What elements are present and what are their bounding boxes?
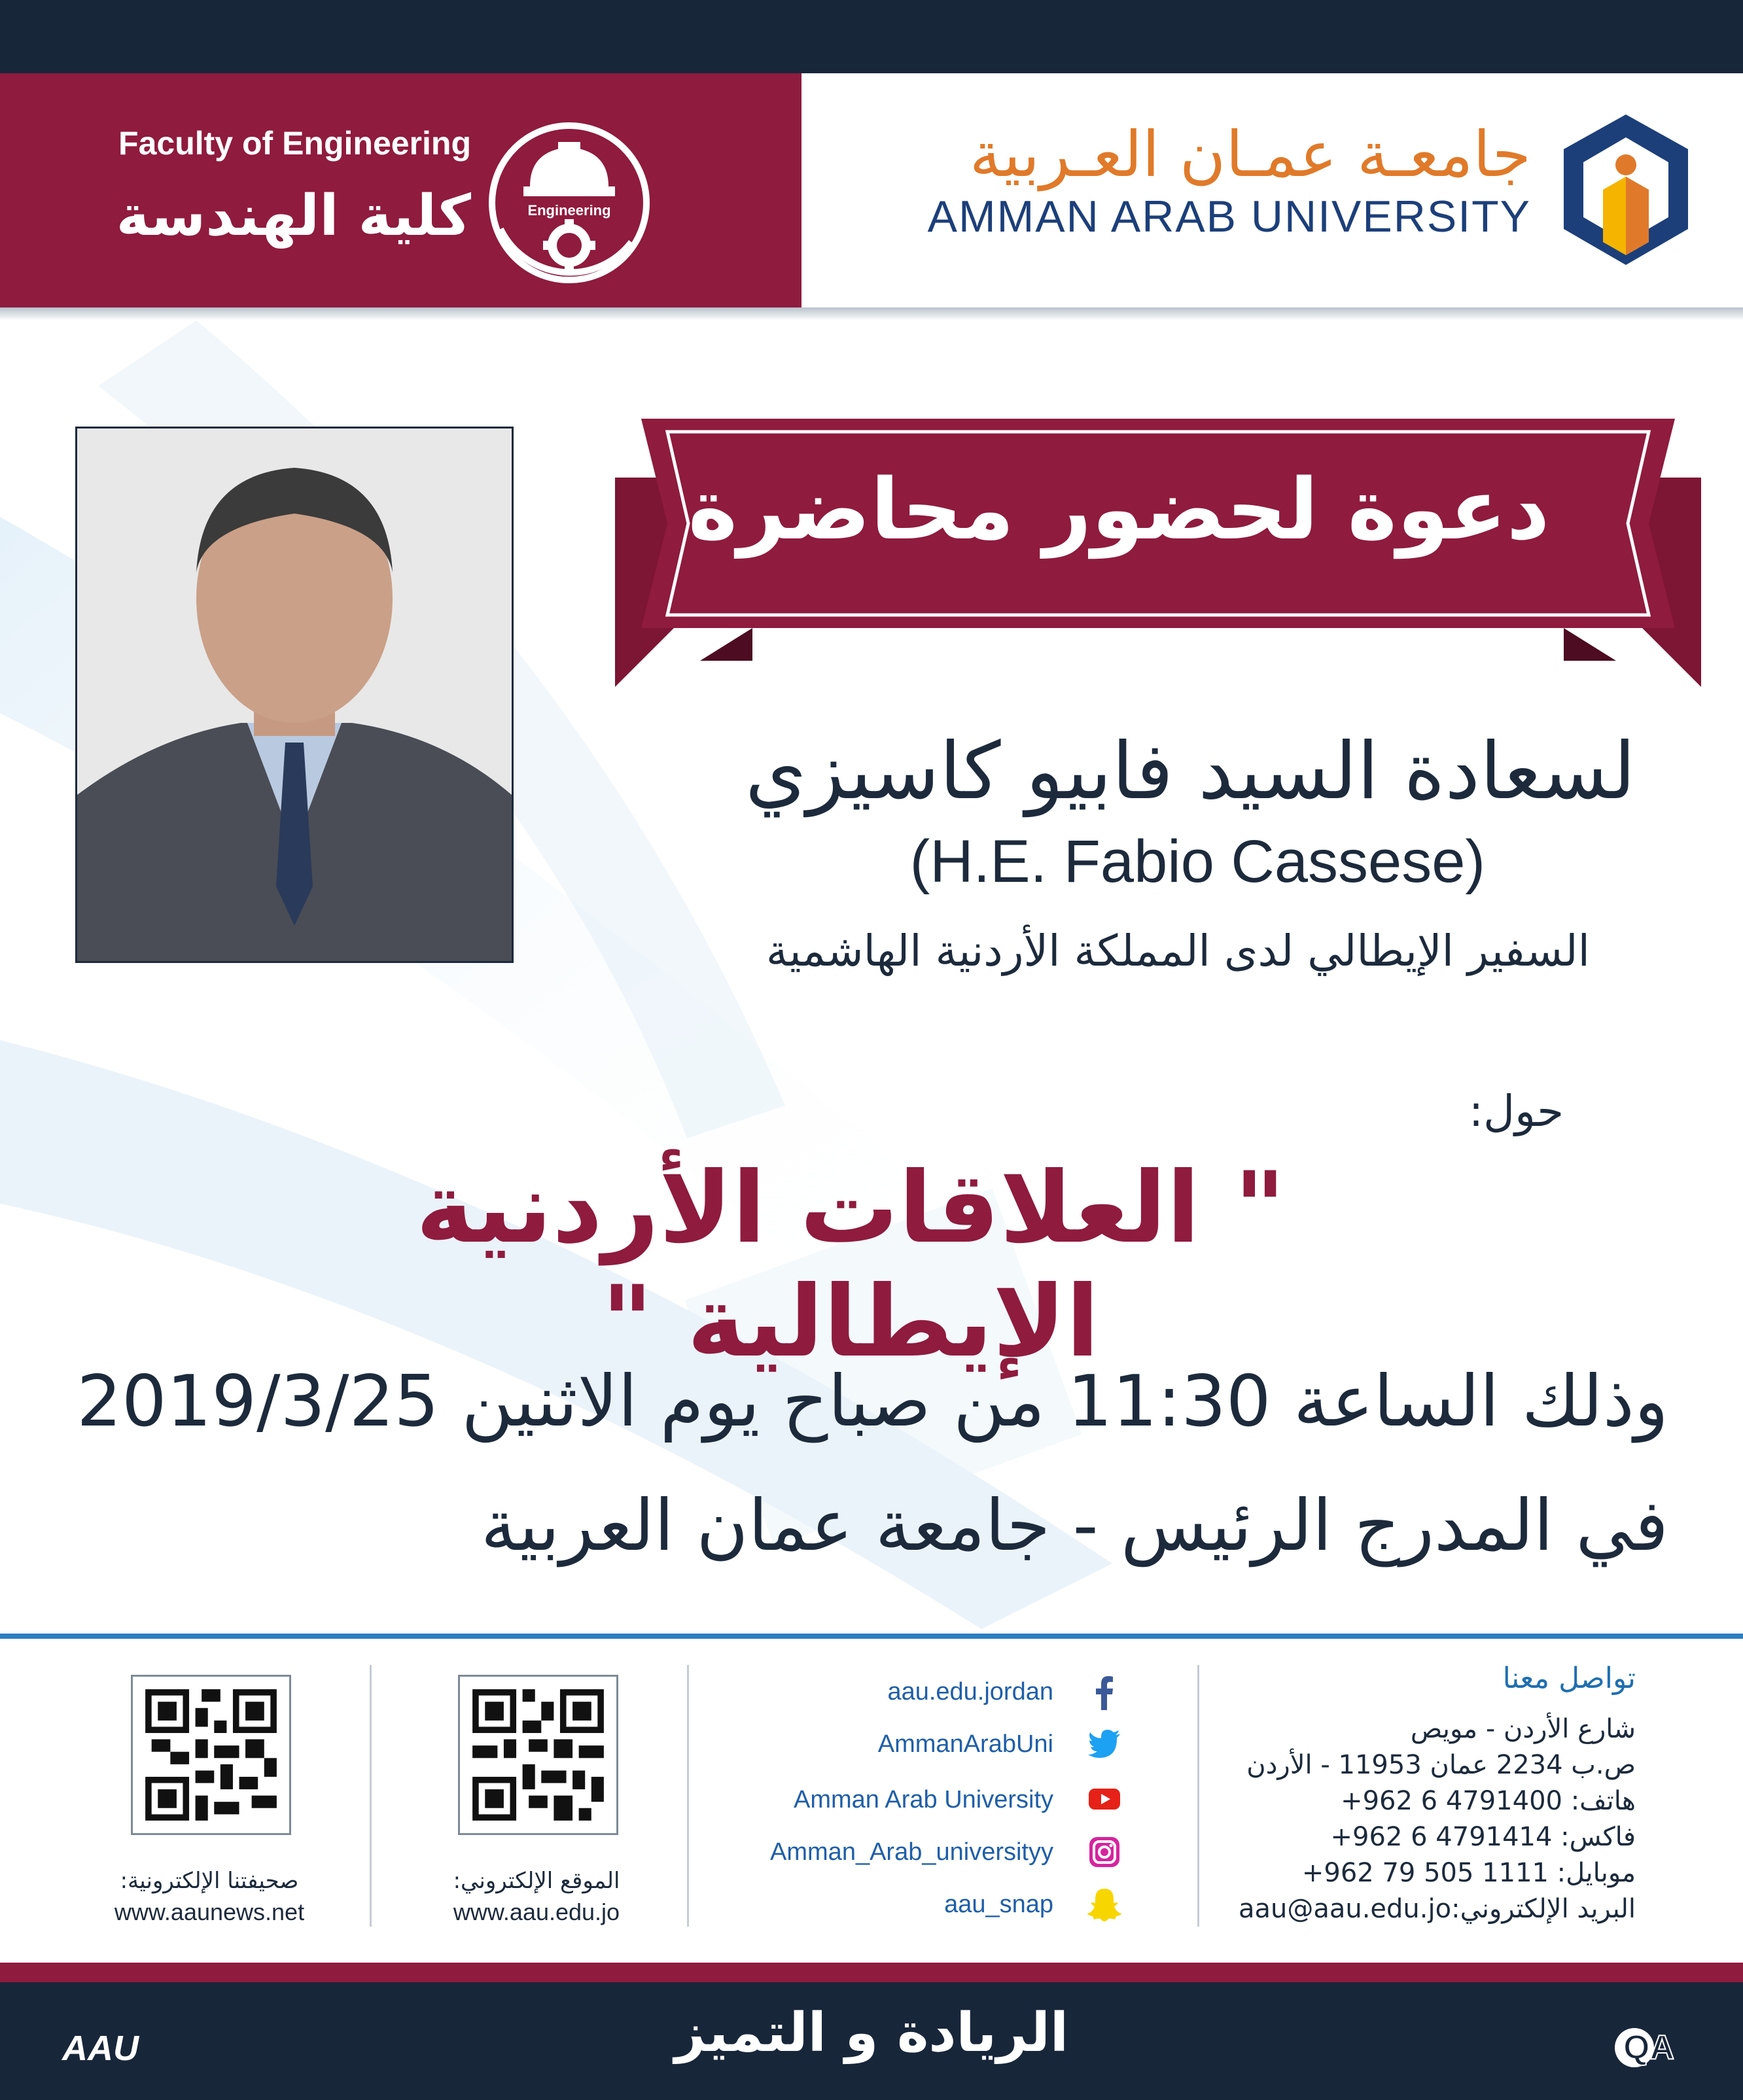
faculty-name-en: Faculty of Engineering (118, 125, 471, 162)
website-url[interactable]: www.aau.edu.jo (453, 1899, 620, 1925)
footer-separator (370, 1665, 372, 1927)
invitation-title: دعوة لحضور محاضرة (688, 461, 1550, 559)
contact-email[interactable]: البريد الإلكتروني:aau@aau.edu.jo (1238, 1894, 1636, 1924)
footer-divider (0, 1634, 1743, 1639)
news-qr-caption: صحيفتنا الإلكترونية: (120, 1868, 299, 1894)
instagram-icon (1086, 1834, 1123, 1870)
speaker-portrait-icon (77, 429, 512, 961)
website-qr-caption: الموقع الإلكتروني: (453, 1868, 620, 1894)
social-facebook-link[interactable]: aau.edu.jordan (887, 1678, 1053, 1706)
lecture-location: في المدرج الرئيس - جامعة عمان العربية (480, 1485, 1668, 1567)
bottom-accent-strip (0, 1963, 1743, 1982)
contact-address: شارع الأردن - مويص (1410, 1714, 1636, 1744)
engineering-logo-icon (481, 114, 658, 291)
lecture-date-time: وذلك الساعة 11:30 من صباح يوم الاثنين 2019/3/25 (77, 1361, 1668, 1443)
speaker-photo (75, 427, 514, 963)
social-snapchat-link[interactable]: aau_snap (944, 1891, 1053, 1918)
engineering-badge-label: Engineering (527, 202, 611, 219)
university-name-en: AMMAN ARAB UNIVERSITY (927, 192, 1531, 241)
top-strip (0, 0, 1743, 73)
speaker-name-en: (H.E. Fabio Cassese) (909, 828, 1485, 895)
news-url[interactable]: www.aaunews.net (114, 1899, 305, 1925)
news-qr-code[interactable] (131, 1675, 291, 1835)
social-youtube-link[interactable]: Amman Arab University (793, 1786, 1053, 1813)
qa-logo-icon (1610, 2018, 1688, 2077)
footer-separator (687, 1665, 689, 1927)
footer-separator (1197, 1665, 1199, 1927)
youtube-icon (1086, 1781, 1123, 1817)
speaker-role: السفير الإيطالي لدى المملكة الأردنية الهاشمية (766, 926, 1590, 976)
facebook-icon (1086, 1673, 1123, 1710)
social-twitter-link[interactable]: AmmanArabUni (877, 1730, 1053, 1758)
header-shadow (0, 307, 1743, 321)
aau-logo: AAU (62, 2029, 139, 2068)
slogan: الريادة و التميز (675, 2002, 1068, 2064)
contact-fax: فاكس: 4791414 6 962+ (1330, 1822, 1636, 1852)
university-name-ar: جامعـة عمـان العـربية (969, 118, 1531, 191)
speaker-name-ar: لسعادة السيد فابيو كاسيزي (745, 726, 1636, 817)
twitter-icon (1086, 1726, 1123, 1762)
contact-mobile: موبايل: 1111 505 79 962+ (1301, 1858, 1636, 1888)
lecture-topic: " العلاقات الأردنية الإيطالية " (415, 1151, 1286, 1379)
snapchat-icon (1086, 1886, 1123, 1923)
website-qr-code[interactable] (458, 1675, 618, 1835)
university-logo-icon (1557, 111, 1695, 268)
qa-logo-label: QA (1623, 2029, 1674, 2067)
social-instagram-link[interactable]: Amman_Arab_universityy (770, 1838, 1053, 1866)
contact-po-box: ص.ب 2234 عمان 11953 - الأردن (1246, 1750, 1636, 1780)
contact-heading: تواصل معنا (1502, 1662, 1636, 1695)
contact-phone: هاتف: 4791400 6 962+ (1341, 1786, 1636, 1816)
faculty-name-ar: كلية الهندسة (116, 183, 471, 249)
about-label: حول: (1468, 1086, 1564, 1136)
